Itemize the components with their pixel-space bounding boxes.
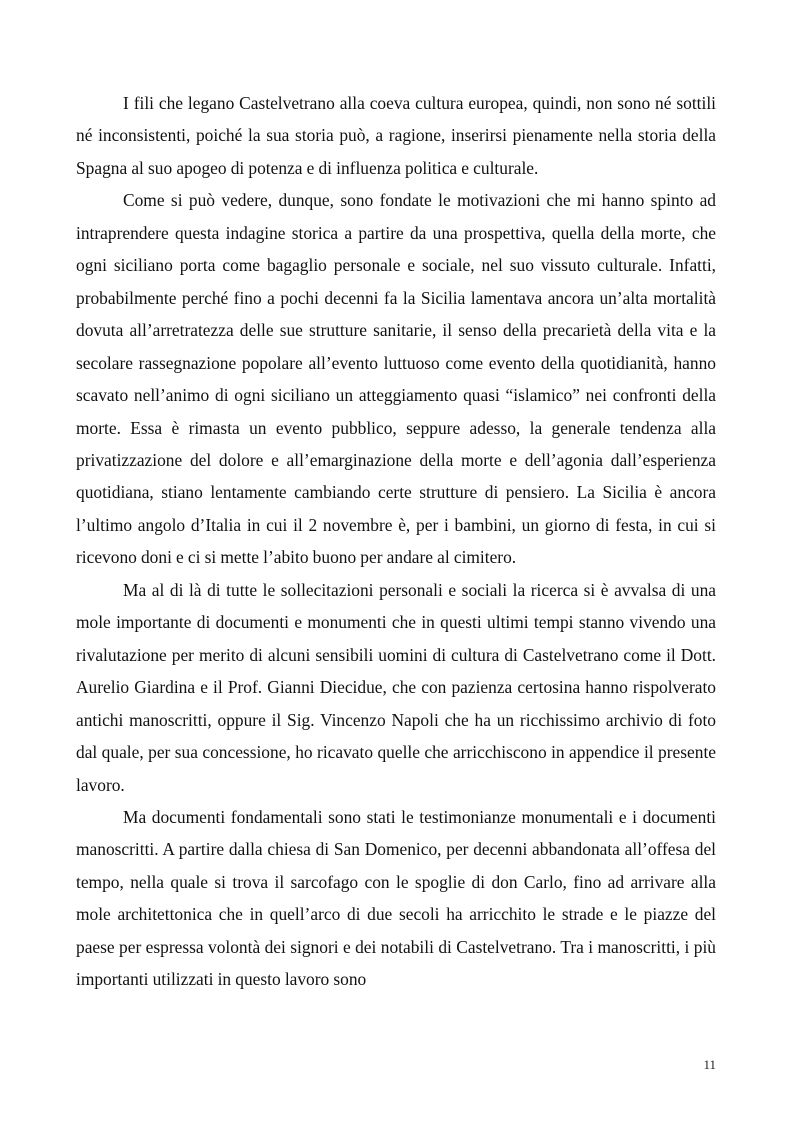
paragraph-motivations: Come si può vedere, dunque, sono fondate le motivazioni che mi hanno spinto ad intraprendere questa indagine storica a partire da una prospettiva, quella della morte, che ogni siciliano porta come bagaglio personale e sociale, nel suo vissuto culturale. Infatti, probabilmente perché fino a pochi decenni fa la Sicilia lamentava ancora un’alta mortalità dovuta all’arretratezza delle sue strutture sanitarie, il senso della precarietà della vita e la secolare rassegnazione popolare all’evento luttuoso come evento della quotidianità, hanno scavato nell’animo di ogni siciliano un atteggiamento quasi “islamico” nei confronti della morte. Essa è rimasta un evento pubblico, seppure adesso, la generale tendenza alla privatizzazione del dolore e all’emarginazione della morte e dell’agonia dall’esperienza quotidiana, stiano lentamente cambiando certe strutture di pensiero. La Sicilia è ancora l’ultimo angolo d’Italia in cui il 2 novembre è, per i bambini, un giorno di festa, in cui si ricevono doni e ci si mette l’abito buono per andare al cimitero. xyxy=(76,190,716,568)
paragraph-european-culture: I fili che legano Castelvetrano alla coeva cultura europea, quindi, non sono né sottili né inconsistenti, poiché la sua storia può, a ragione, inserirsi pienamente nella storia della Spagna al suo apogeo di potenza e di influenza politica e culturale. xyxy=(76,93,716,178)
paragraph-documents: Ma documenti fondamentali sono stati le testimonianze monumentali e i documenti manoscritti. A partire dalla chiesa di San Domenico, per decenni abbandonata all’offesa del tempo, nella quale si trova il sarcofago con le spoglie di don Carlo, fino ad arrivare alla mole architettonica che in quell’arco di due secoli ha arricchito le strade e le piazze del paese per espressa volontà dei signori e dei notabili di Castelvetrano. Tra i manoscritti, i più importanti utilizzati in questo lavoro sono xyxy=(76,806,716,990)
page-number: 11 xyxy=(703,1057,716,1072)
paragraph-sources: Ma al di là di tutte le sollecitazioni personali e sociali la ricerca si è avvalsa di una mole importante di documenti e monumenti che in questi ultimi tempi stanno vivendo una rivalutazione per merito di alcuni sensibili uomini di cultura di Castelvetrano come il Dott. Aurelio Giardina e il Prof. Gianni Diecidue, che con pazienza certosina hanno rispolverato antichi manoscritti, oppure il Sig. Vincenzo Napoli che ha un ricchissimo archivio di foto dal quale, per sua concessione, ho ricavato quelle che arricchiscono in appendice il presente lavoro. xyxy=(76,579,716,795)
page-body xyxy=(76,87,716,996)
